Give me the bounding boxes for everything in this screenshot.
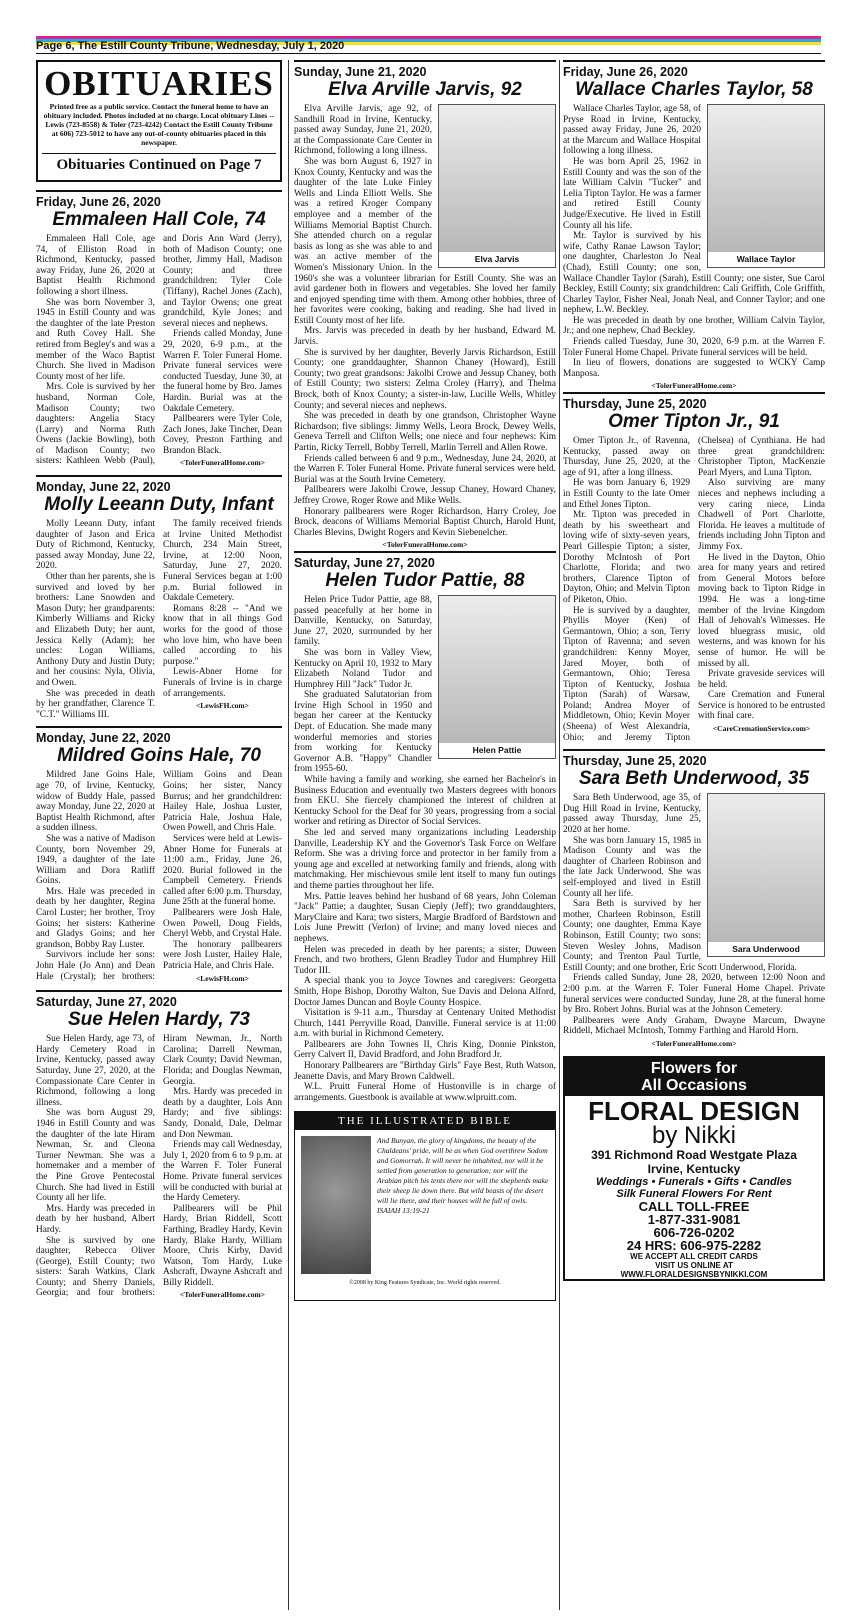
obituary-name: Emmaleen Hall Cole, 74 — [52, 209, 266, 230]
ad-website: WWW.FLORALDESIGNSBYNIKKI.COM — [620, 1269, 768, 1279]
ad-brand-sub: by Nikki — [651, 1121, 736, 1149]
portrait-photo — [707, 793, 825, 957]
portrait-image — [708, 105, 824, 252]
obituary-paragraph: She is survived by one daughter, Rebecca Oliver (George), Estill County; two sisters: Sarah Watkins, Clark County; and Sherry Daniels, Georgia; and four brothers: Hiram Newman, Jr., North Carolina; Darrell Newman, Clark County; David Newman, Florida; and Douglas Newman, Georgia. — [36, 1034, 282, 1299]
funeral-home-source: <LewisFH.com> — [196, 973, 249, 983]
obituary-paragraph: Pallbearers are John Townes II, Chris King, Donnie Pinkston, Gerry Calvert II, David Bradford, and John Bradford Jr. — [294, 1039, 556, 1061]
obituary-paragraph: Helen was preceded in death by her parents; a sister, Duween French, and two brothers, Glenn Bradley Tudor and Humphrey Hill Tudor III. — [294, 944, 556, 976]
obituary-paragraph: Friends called between 6 and 9 p.m., Wednesday, June 24, 2020, at the Warren F. Toler Funeral Home. Private funeral services were held. Burial was at the South Irvine Cemetery. — [294, 453, 556, 485]
obituary-paragraph: Friends called Tuesday, June 30, 2020, 6-9 p.m. at the Warren F. Toler Funeral Home Chapel. Private funeral services will be held. — [563, 337, 825, 358]
obituary-name: Molly Leeann Duty, Infant — [44, 494, 274, 516]
obituary-paragraph: Pallbearers were Jakolbi Crowe, Jessup Chaney, Howard Chaney, Jeffrey Crowe, Roger Rowe and Mike Wells. — [294, 485, 556, 506]
obituary-paragraph: Friends called Sunday, June 28, 2020, between 12:00 Noon and 2:00 p.m. at the Warren F. Toler Funeral Home Chapel. Private funeral services were conducted Sunday, June 28, at the funeral home by Bro. Robert Johns. Burial was at the Johnson Cemetery. — [563, 973, 825, 1016]
obituary — [36, 475, 282, 720]
obituary-paragraph: Sara Beth is survived by her mother, Charleen Robinson, Estill County; one daughter, Emma Kaye Robinson, Estill County; two sons: Steven Wesley Johns, Madison County; and Trenton Paul Turtle, Estill County; and one brother, Eric Scott Underwood, Florida. — [563, 899, 797, 973]
obituary-paragraph: Omer Tipton Jr., of Ravenna, Kentucky, passed away on Thursday, June 25, 2020, at the age of 91, after a long illness. — [563, 436, 690, 478]
obituary-paragraph: Also surviving are many nieces and nephews including a very caring niece, Linda Chadwell of Port Charlotte, Florida. He leaves a multitude of friends including John Tipton and Jimmy Fox. — [698, 478, 825, 552]
notice-text: Printed free as a public service. Contact the funeral home to have an obituary included. Photos included at no charge. Local obituary Lines -- Lewis (723-8558) & Toler (723-4242) Contact the Estill County Tribune at 606) 723-5012 to have any out-of-county obituaries placed in this newspaper. — [43, 102, 275, 147]
portrait-image — [708, 794, 824, 941]
funeral-home-source: <TolerFuneralHome.com> — [179, 1290, 266, 1300]
bible-verse: And Bunyan, the glory of kingdoms, the beauty of the Chaldeans' pride, will be as when God overthrew Sodom and Gomorrah. It will never be inhabited, nor will it be settled from generation to generation; nor will the Arabian pitch his tents there nor will the shepherds make their sheep lie down there. But wild beasts of the desert will lie there, and their houses will be full of owls. ISAIAH 13:19-21 — [377, 1136, 549, 1216]
obituary-date: Friday, June 26, 2020 — [563, 60, 825, 79]
funeral-home-source: <TolerFuneralHome.com> — [651, 1038, 737, 1048]
obituary-paragraph: Lewis-Abner Home for Funerals of Irvine is in charge of arrangements. — [163, 667, 282, 699]
illustrated-bible — [294, 1111, 556, 1301]
owl-illustration — [301, 1136, 371, 1274]
ad-city: Irvine, Kentucky — [647, 1161, 741, 1176]
ad-rental: Silk Funeral Flowers For Rent — [616, 1187, 772, 1200]
section-title: OBITUARIES — [44, 64, 274, 103]
obituary-paragraph: Other than her parents, she is survived and loved by her brothers: Lane Snowden and Mason Duty; her grandparents: Kimberly Williams and Ricky and Elizabeth Duty; her aunt, Jessica Kelly (Adam); her uncles: Logan Williams, Anthony Duty and Justin Duty; and her cousins: Nyla, Olivia, and Owen. — [36, 572, 155, 688]
obituary-paragraph: She was preceded in death by one grandson, Christopher Wayne Richardson; five siblings: Jimmy Wells, Leora Brock, Dewey Wells, Geneva Terrell and Clifton Wells; one niece and four nephews: Kim Partin, Ricky Terrell, Bobby Terrell, Marlin Terrell and Allen Rowe. — [294, 411, 556, 453]
photo-caption: Sara Underwood — [708, 942, 824, 957]
obituary-paragraph: Pallbearers were Andy Graham, Dwayne Marcum, Dwayne Riddell, Michael McIntosh, Tommy Farthing and Harold Horn. — [563, 1015, 825, 1037]
obituary-paragraph: Visitation is 9-11 a.m., Thursday at Centenary United Methodist Church, 1441 Perryville Road, Danville. Funeral service is at 11:00 a.m. with burial in Richmond Cemetery. — [294, 1008, 556, 1040]
ad-phone: 1-877-331-9081 — [647, 1211, 741, 1227]
obituary-paragraph: Mr. Tipton was preceded in death by his sweetheart and loving wife of sixty-seven years, Pearl Gillespie Tipton; a sister, Dorothy McIntosh of Port Charlotte, Florida; and two brothers, Clarence Tipton of Dayton, Ohio; and Melvin Tipton of Piketon, Ohio. — [563, 510, 690, 605]
obituary-paragraph: He was born April 25, 1962 in Estill County and was the son of the late William Calvin "Tucker" and Lelia Tipton Taylor. He was a farmer and retired Estill County Judge/Executive. He lived in Estill County all his life. — [563, 156, 701, 231]
obituary-paragraph: Honorary Pallbearers are "Birthday Girls" Faye Best, Ruth Watson, Jeanette Davis, and Mary Brown Caldwell. — [294, 1061, 556, 1082]
ad-headline: All Occasions — [641, 1076, 747, 1094]
ad-credit: WE ACCEPT ALL CREDIT CARDS — [630, 1251, 758, 1261]
obituary-paragraph: Emmaleen Hall Cole, age 74, of Elliston Road in Richmond, Kentucky, passed away Friday, June 26, 2020 at Baptist Health Richmond following a short illness. — [36, 234, 155, 297]
page-header: Page 6, The Estill County Tribune, Wednesday, July 1, 2020 — [36, 40, 345, 52]
obituary-date: Thursday, June 25, 2020 — [563, 392, 825, 411]
bible-title: THE ILLUSTRATED BIBLE — [295, 1112, 555, 1130]
obituary-date: Thursday, June 25, 2020 — [563, 749, 825, 768]
obituary — [294, 60, 556, 551]
obituary — [563, 749, 825, 1049]
obituary-paragraph: Helen Price Tudor Pattie, age 88, passed peacefully at her home in Danville, Kentucky, on Saturday, June 27, 2020, surrounded by her family. — [294, 594, 432, 648]
ad-phone: 24 HRS: 606-975-2282 — [626, 1237, 762, 1253]
obituary-paragraph: Mrs. Cole is survived by her husband, Norman Cole, Madison County; two daughters: Angelia Stacy (Larry) and Norma Ruth Owens (Jackie Bowling), both of Madison County; two sisters: Kathleen Webb (Paul), and Doris Ann Ward (Jerry), both of Madison County; one brother, Jimmy Hall, Madison County; and three grandchildren: Tyler Cole (Tiffany), Rachel Jones (Zach), and Taylor Owens; one great grandchild, Kyle Jones; and several nieces and nephews. — [36, 234, 282, 467]
portrait-image — [439, 596, 555, 743]
obituary-date: Saturday, June 27, 2020 — [36, 990, 282, 1009]
column-divider — [559, 60, 560, 1610]
portrait-photo — [438, 104, 556, 268]
obituary-paragraph: Friends may call Wednesday, July 1, 2020 from 6 to 9 p.m. at the Warren F. Toler Funeral Home. Private funeral services will be conducted with burial at the Hardy Cemetery. — [163, 1140, 282, 1204]
ad-phone: 606-726-0202 — [653, 1224, 735, 1240]
obituary-paragraph: He was preceded in death by one brother, William Calvin Taylor, Jr.; and one nephew, Chad Beckley. — [563, 315, 825, 337]
funeral-home-source: <TolerFuneralHome.com> — [179, 458, 266, 468]
obituary-paragraph: Romans 8:28 -- "And we know that in all things God works for the good of those who love him, who have been called according to his purpose." — [163, 603, 282, 667]
obituary-paragraph: She was preceded in death by her grandfather, Clarence T. "C.T." Williams III. — [36, 688, 155, 720]
obituary-paragraph: Survivors include her sons: John Hale (Jo Ann) and Dean Hale (Crystal); her brothers: William Goins and Dean Goins; her sister, Nancy Burrus; and her grandchildren: Hailey Hale, Joshua Luster, Patricia Hale, Joshua Hale, Owen Powell, and Chris Hale. — [36, 770, 282, 982]
header-rule — [36, 53, 821, 54]
obituary-paragraph: Sara Beth Underwood, age 35, of Dug Hill Road in Irvine, Kentucky, passed away Thursday, June 25, 2020 at her home. — [563, 793, 701, 836]
obituary-name: Wallace Charles Taylor, 58 — [575, 79, 813, 100]
ad-address: 391 Richmond Road Westgate Plaza — [591, 1147, 797, 1162]
obituary-paragraph: Mildred Jane Goins Hale, age 70, of Irvine, Kentucky, widow of Buddy Hale, passed away Monday, June 22, 2020 at Baptist Health Richmond, after a sudden illness. — [36, 770, 155, 834]
obituary-date: Saturday, June 27, 2020 — [294, 551, 556, 570]
obituary-body — [294, 104, 556, 551]
photo-caption: Helen Pattie — [439, 743, 555, 758]
ad-headline: Flowers for — [650, 1059, 738, 1077]
obituary-paragraph: Private graveside services will be held. — [698, 669, 825, 690]
obituaries-box — [36, 60, 282, 182]
obituary-paragraph: He lived in the Dayton, Ohio area for many years and retired from General Motors before moving back to Tipton Ridge in 1994. He was a long-time member of the Irvine Kingdom Hall of Jehovah's Witnesses. He loved bluegrass music, old westerns, and was known for his sense of humor. He will be missed by all. — [698, 552, 825, 669]
obituary — [294, 551, 556, 1104]
obituary — [36, 726, 282, 984]
obituary-date: Sunday, June 21, 2020 — [294, 60, 556, 79]
ad-call: CALL TOLL-FREE — [638, 1198, 750, 1214]
obituary — [563, 60, 825, 392]
obituary-body — [36, 1034, 282, 1301]
ad-services: Weddings • Funerals • Gifts • Candles — [596, 1175, 792, 1188]
obituary-paragraph: She was born January 15, 1985 in Madison County and was the daughter of Charleen Robinson and the late Jack Underwood. She was self-employed and lived in Estill County all her life. — [563, 835, 701, 899]
obituary-body — [294, 595, 556, 1104]
obituary — [563, 392, 825, 743]
obituary-paragraph: Pallbearers will be Phil Hardy, Brian Riddell, Scott Farthing, Bradley Hardy, Kevin Hardy, Blake Hardy, William Moore, Chris Kirby, David Watson, Tom Hardy, Luke Ashcraft, Dwayne Ashcraft and Billy Riddell. — [163, 1203, 282, 1288]
continued-note: Obituaries Continued on Page 7 — [42, 153, 276, 174]
obituary-paragraph: Mrs. Jarvis was preceded in death by her husband, Edward M. Jarvis. — [294, 326, 556, 348]
obituary-date: Monday, June 22, 2020 — [36, 475, 282, 494]
funeral-home-source: <LewisFH.com> — [196, 701, 249, 711]
obituary-body — [36, 234, 282, 469]
obituary-paragraph: She was born August 29, 1946 in Estill County and was the daughter of the late Hiram Newman, Sr. and Cleona Turner Newman. She was a homemaker and a member of the Pine Grove Pentecostal Church. She had lived in Estill County all her life. — [36, 1108, 155, 1204]
ad-web-label: VISIT US ONLINE AT — [655, 1260, 733, 1270]
obituary-body — [36, 770, 282, 984]
obituary — [36, 990, 282, 1301]
obituary-paragraph: Mrs. Hardy was preceded in death by a daughter, Lois Ann Hardy; and five siblings: Sandy, Donald, Dale, Delmar and Don Newman. — [163, 1087, 282, 1140]
obituary-paragraph: W.L. Pruitt Funeral Home of Hustonville is in charge of arrangements. Guestbook is available at www.wlpruitt.com. — [294, 1082, 556, 1103]
funeral-home-source: <TolerFuneralHome.com> — [382, 540, 468, 550]
portrait-photo — [707, 104, 825, 268]
obituary-body — [563, 436, 825, 743]
obituary-paragraph: Wallace Charles Taylor, age 58, of Pryse Road in Irvine, Kentucky, passed away Friday, June 26, 2020 at the Marcum and Wallace Hospital following a long illness. — [563, 104, 701, 157]
obituary-paragraph: She led and served many organizations including Leadership Danville, Leadership KY and the Governor's Task Force on Welfare Reform. She was a driving force and protector in her family from a young age and excelled at networking family and friends, along with matchmaking. Her mischievous smile lent itself to many fun outings and theme parties throughout her life. — [294, 828, 556, 891]
obituary-paragraph: He was born January 6, 1929 in Estill County to the late Omer and Ethel Jones Tipton. — [563, 478, 690, 510]
obituary-paragraph: She was born in Valley View, Kentucky on April 10, 1932 to Mary Elizabeth Noland Tudor and Humphrey Hill "Jack" Tudor Jr. — [294, 647, 432, 690]
obituary-paragraph: She was born November 3, 1945 in Estill County and was the daughter of the late Preston and Ruth Covey Hall. She retired from Begley's and was a member of the Waco Baptist Church. She lived in Madison County most of her life. — [36, 297, 155, 382]
obituary-paragraph: Mr. Taylor is survived by his wife, Cathy Ranae Lawson Taylor; one daughter, Charleston Jo Neal (Chad), Estill County; one son, Wallace Chandler Taylor (Sarah), Estill County; one sister, Sue Carol Beckley, Estill County; six grandchildren: Cali Griffith, Cole Griffith, Charley Taylor, Fisher Neal, Jonah Neal, and Conner Taylor; and one nephew, L.W. Beckley. — [563, 231, 825, 316]
obituary-paragraph: The family received friends at Irvine United Methodist Church, 234 Main Street, Irvine, at 12:00 Noon, Saturday, June 27, 2020. Funeral Services began at 1:00 p.m. Burial followed in Oakdale Cemetery. — [163, 519, 282, 604]
column-1 — [36, 60, 282, 1610]
obituary-paragraph: Elva Arville Jarvis, age 92, of Sandhill Road in Irvine, Kentucky, passed away Sunday, June 21, 2020, at the Compassionate Care Center in Richmond, following a long illness. — [294, 104, 432, 157]
column-3 — [563, 60, 825, 1610]
obituary-paragraph: He is survived by a daughter, Phyllis Moyer (Ken) of Germantown, Ohio; a son, Terry Tipton of Ravenna; and seven grandchildren: Kenny Moyer, Jared Moyer, both of Germantown, Ohio; Teresa Tipton of Kentucky, Joshua Tipton (Sarah) of Warsaw, Poland; Andrea Moyer of Middletown, Ohio; Kevin Moyer (Sheena) of West Alexandria, Ohio; and Jeremy Tipton (Chelsea) of Cynthiana. He had three great grandchildren: Christopher Tipton, MacKenzie Pearl Myers, and Luna Tipton. — [563, 436, 825, 743]
obituary-paragraph: A special thank you to Joyce Townes and caregivers: Georgetta Smith, Hope Bishop, Dorothy Walton, Sue Davis and Delona Alford, Doctor James Duncan and Boyle County Hospice. — [294, 976, 556, 1008]
obituary-paragraph: Sue Helen Hardy, age 73, of Hardy Cemetery Road in Irvine, Kentucky, passed away Saturday, June 27, 2020, at the Compassionate Care Center in Richmond, following a long illness. — [36, 1034, 155, 1108]
obituary-paragraph: While having a family and working, she earned her Bachelor's in Business Education and eventually two Masters degrees with honors from EKU. She fiercely championed the interest of children at Kentucky School for the Deaf for 30 years, progressing from a social worker and retiring as Director of Social Services. — [294, 775, 556, 828]
obituary-paragraph: Pallbearers were Josh Hale, Owen Powell, Doug Fields, Cheryl Webb, and Crystal Hale. — [163, 908, 282, 940]
photo-caption: Elva Jarvis — [439, 252, 555, 267]
obituary-date: Friday, June 26, 2020 — [36, 190, 282, 209]
obituary-paragraph: Mrs. Hale was preceded in death by her daughter, Regina Carol Luster; her brother, Troy Goins; her sisters: Katherine and Gladys Goins; and her grandson, Bobby Ray Luster. — [36, 886, 155, 950]
obituary-paragraph: She was born August 6, 1927 in Knox County, Kentucky and was the daughter of the late Luke Finley Wells and Linda Elliott Wells. She was a retired Kroger Company employee and a member of the Williams Memorial Baptist Church. She attended church on a regular basis as long as she was able to and was an active member of the Women's Missionary Union. In the 1960's she was a volunteer librarian for Estill County. She was an avid gardener both in flowers and vegetables. She loved her family and enjoyed spending time with them. Among other hobbies, three of her favorites were cooking, baking and reading. She had lived in Estill County most of her life. — [294, 156, 556, 326]
obituary-body — [563, 104, 825, 392]
obituary-paragraph: Honorary pallbearers were Roger Richardson, Harry Croley, Joe Brock, deacons of Williams Memorial Baptist Church, Harold Hunt, Charles Blevins, Dwight Rogers and Kevin Siebenelcher. — [294, 506, 556, 538]
copyright: ©2008 by King Features Syndicate, Inc. World rights reserved. — [349, 1280, 501, 1287]
column-divider — [288, 60, 289, 1610]
obituary-paragraph: She was a native of Madison County, born November 29, 1949, a daughter of the late William and Dora Ratliff Goins. — [36, 833, 155, 887]
obituary-name: Sara Beth Underwood, 35 — [578, 768, 810, 790]
funeral-home-source: <CareCremationService.com> — [712, 724, 811, 734]
obituary-paragraph: She is survived by her daughter, Beverly Jarvis Richardson, Estill County; one granddaughter, Shannon Chaney (Howard), Estill County; two great grandsons: Jakolbi Crowe and Jessup Chaney, both of Estill County; two sisters: Zelma Croley (Harry), and Thelma Brock, both of Knox County; a sister-in-law, Lucille Wells, Whitley County; and several nieces and nephews. — [294, 347, 556, 411]
obituary-name: Elva Arville Jarvis, 92 — [328, 79, 522, 100]
obituary-paragraph: Molly Leeann Duty, infant daughter of Jason and Erica Duty of Richmond, Kentucky, passed away Monday, June 22, 2020. — [36, 519, 155, 572]
obituary-paragraph: Friends called Monday, June 29, 2020, 6-9 p.m., at the Warren F. Toler Funeral Home. Private funeral services were conducted Tuesday, June 30, at the funeral home by Bro. James Hardin. Burial was at the Oakdale Cemetery. — [163, 329, 282, 414]
obituary-name: Mildred Goins Hale, 70 — [57, 745, 261, 767]
column-2 — [294, 60, 556, 1610]
obituary-date: Monday, June 22, 2020 — [36, 726, 282, 745]
portrait-image — [439, 105, 555, 252]
photo-caption: Wallace Taylor — [708, 252, 824, 267]
obituary-paragraph: She graduated Salutatorian from Irvine High School in 1950 and began her career at the Kentucky Dept. of Education. She made many wonderful memories and stories from working for Kentucky Governor A.B. "Happy" Chandler from 1955-60. — [294, 690, 432, 775]
obituary-paragraph: Mrs. Hardy was preceded in death by her husband, Albert Hardy. — [36, 1203, 155, 1235]
obituary-paragraph: Pallbearers were Tyler Cole, Zach Jones, Jake Tincher, Dean Covey, Preston Farthing and Brandon Black. — [163, 414, 282, 456]
obituary — [36, 190, 282, 469]
obituary-paragraph: In lieu of flowers, donations are suggested to WCKY Camp Manposa. — [563, 358, 825, 379]
obituary-body — [563, 793, 825, 1049]
portrait-photo — [438, 595, 556, 759]
obituary-paragraph: The honorary pallbearers were Josh Luster, Hailey Hale, Patricia Hale, and Chris Hale. — [163, 939, 282, 972]
obituary-paragraph: Mrs. Pattie leaves behind her husband of 68 years, John Coleman "Jack" Pattie; a daughter, Susan Cieply (Jeff); two granddaughters, MaryClaire and Kara; two sisters, Margie Bradford of Bardstown and Lois June Prewitt (Verlon) of Irvine; and many loved nieces and nephews. — [294, 891, 556, 944]
obituary-body — [36, 519, 282, 720]
obituary-name: Omer Tipton Jr., 91 — [608, 411, 780, 433]
obituary-name: Sue Helen Hardy, 73 — [68, 1009, 250, 1031]
obituary-name: Helen Tudor Pattie, 88 — [325, 569, 525, 591]
ad-brand: FLORAL DESIGN — [588, 1095, 800, 1126]
floral-ad — [563, 1056, 825, 1281]
obituary-paragraph: Services were held at Lewis-Abner Home for Funerals at 11:00 a.m., Friday, June 26, 2020. Burial followed in the Campbell Cemetery. Friends called after 6:00 p.m. Thursday, June 25th at the funeral home. — [163, 833, 282, 908]
funeral-home-source: <TolerFuneralHome.com> — [651, 381, 737, 391]
obituary-paragraph: Care Cremation and Funeral Service is honored to be entrusted with final care. — [698, 690, 825, 722]
